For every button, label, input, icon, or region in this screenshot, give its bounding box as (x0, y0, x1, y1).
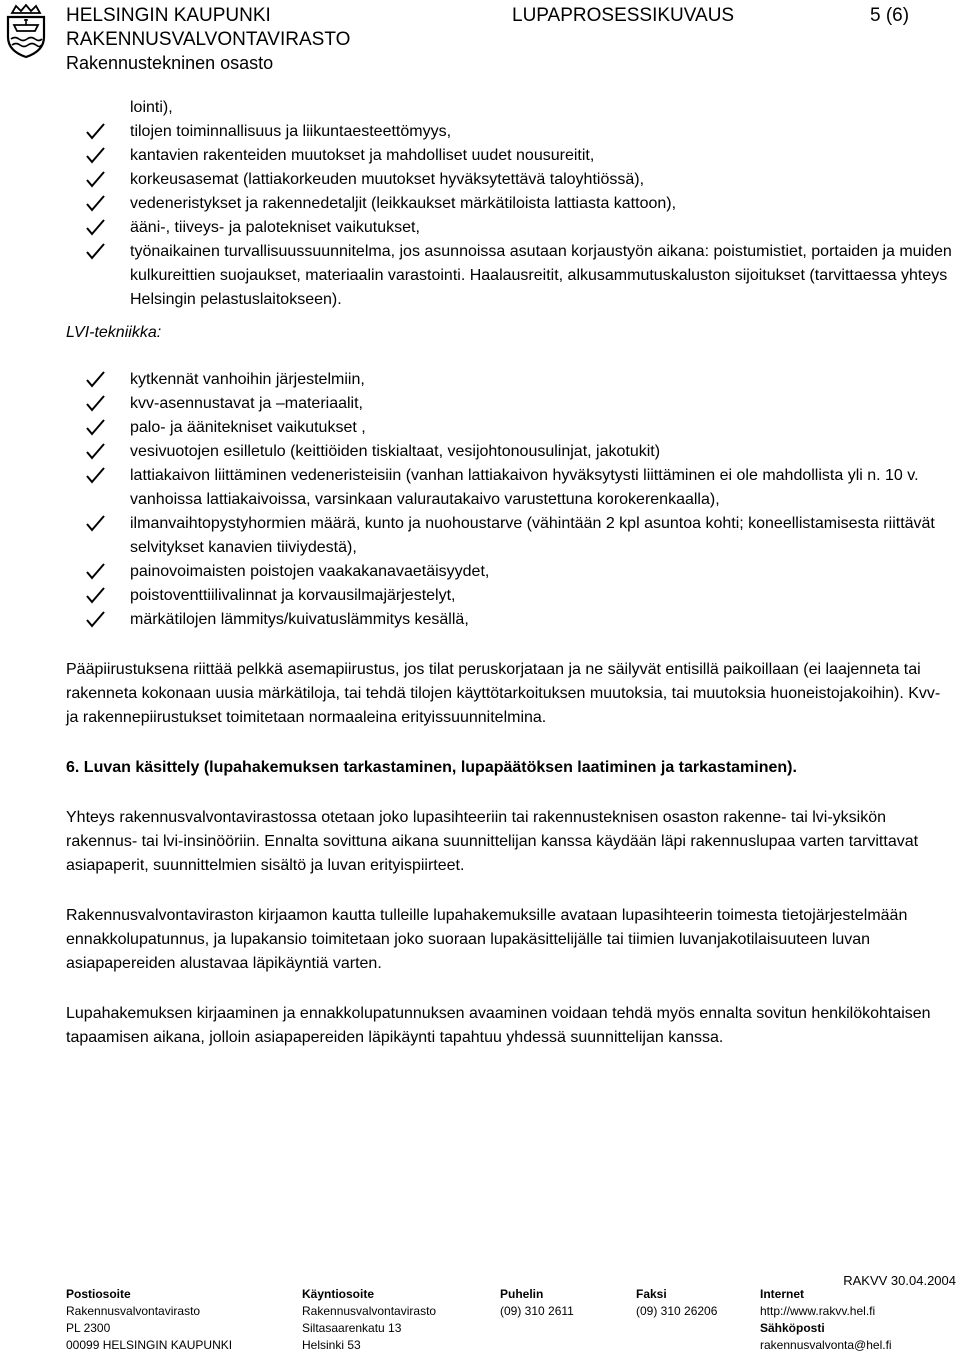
page-header (0, 0, 960, 80)
paragraph-main-drawings: Pääpiirustuksena riittää pelkkä asemapiirustus, jos tilat peruskorjataan ja ne säilyvät entisillä paikoillaan (ei laajenneta tai rakenneta kokonaan uusia märkätiloja, tai tehdä tilojen käyttötarkoituksen muutoksia, tai muutoksia huoneistojakoihin). Kvv- ja rakennepiirustukset toimitetaan normaaleina erityissuunnitelmina. (66, 661, 941, 726)
list-item: palo- ja äänitekniset vaikutukset , (66, 416, 956, 440)
requirements-list (66, 96, 956, 312)
footer-fax: Faksi (09) 310 26206 (636, 1287, 718, 1318)
footer-postal-address: Postiosoite Rakennusvalvontavirasto PL 2300 00099 HELSINGIN KAUPUNKI (66, 1287, 233, 1352)
list-item: ilmanvaihtopystyhormien määrä, kunto ja nuohoustarve (vähintään 2 kpl asuntoa kohti; koneellistamisesta riittävät selvitykset kanavien tiiviydestä), (66, 512, 956, 560)
lvi-list (66, 368, 956, 632)
paragraph-contact: Yhteys rakennusvalvontavirastossa otetaan joko lupasihteeriin tai rakennusteknisen osaston rakenne- tai lvi-yksikön rakennus- tai lvi-insinööriin. Ennalta sovittuna aikana suunnittelijan kanssa käydään läpi rakennuslupaa varten tarvittavat asiapaperit, suunnittelmien sisältö ja luvan erityispiirteet. (66, 809, 919, 874)
website-link[interactable]: http://www.rakvv.hel.fi (760, 1304, 876, 1318)
checkmark-icon (86, 171, 105, 188)
list-item: ääni-, tiiveys- ja palotekniset vaikutukset, (66, 216, 956, 240)
list-item: painovoimaisten poistojen vaakakanavaetäisyydet, (66, 560, 956, 584)
list-item: tilojen toiminnallisuus ja liikuntaesteettömyys, (66, 120, 956, 144)
footer-phone: Puhelin (09) 310 2611 (500, 1287, 574, 1318)
unit-name: Rakennustekninen osasto (66, 53, 274, 73)
list-item: korkeusasemat (lattiakorkeuden muutokset hyväksytettävä taloyhtiössä), (66, 168, 956, 192)
paragraph-registry: Rakennusvalvontaviraston kirjaamon kautta tulleille lupahakemuksille avataan lupasihteerin toimesta tietojärjestelmään ennakkolupatunnus, ja lupakansio toimitetaan joko suoraan lupakäsittelijälle tai tiimien luvanjakotilaisuuteen luvan asiapapereiden alustavaa läpikäyntiä varten. (66, 907, 908, 972)
department-name: RAKENNUSVALVONTAVIRASTO (66, 29, 351, 50)
list-item: märkätilojen lämmitys/kuivatuslämmitys kesällä, (66, 608, 956, 632)
list-item: lointi), (130, 99, 173, 116)
checkmark-icon (86, 443, 105, 460)
footer-internet: Internet http://www.rakvv.hel.fi Sähköposti rakennusvalvonta@hel.fi (760, 1287, 892, 1352)
checkmark-icon (86, 587, 105, 604)
document-date: RAKVV 30.04.2004 (843, 1273, 956, 1288)
list-item: kvv-asennustavat ja –materiaalit, (66, 392, 956, 416)
list-item: vedeneristykset ja rakennedetaljit (leikkaukset märkätiloista lattiasta kattoon), (66, 192, 956, 216)
checkmark-icon (86, 195, 105, 212)
checkmark-icon (86, 243, 105, 260)
checkmark-icon (86, 219, 105, 236)
document-body (66, 96, 956, 1050)
list-item: lattiakaivon liittäminen vedeneristeisiin (vanhan lattiakaivon hyväksytysti liittäminen ei ole mahdollista yli n. 10 v. vanhoissa lattiakaivoissa, varsinkaan valurautakaivo varustettuna korokerenkaalla), (66, 464, 956, 512)
list-item: työnaikainen turvallisuussuunnitelma, jos asunnoissa asutaan korjaustyön aikana: poistumistiet, portaiden ja muiden kulkureittien suojaukset, materiaalin varastointi. Haalausreitit, alkusammutuskaluston sijoitukset (tarvittaessa yhteys Helsingin pelastuslaitokseen). (66, 240, 956, 312)
checkmark-icon (86, 395, 105, 412)
paragraph-meeting: Lupahakemuksen kirjaaminen ja ennakkolupatunnuksen avaaminen voidaan tehdä myös ennalta sovitun henkilökohtaisen tapaamisen aikana, jolloin asiapapereiden läpikäynti tapahtuu yhdessä suunnittelijan kanssa. (66, 1005, 931, 1046)
lvi-section-label: LVI-tekniikka: (66, 324, 162, 341)
list-item: kytkennät vanhoihin järjestelmiin, (66, 368, 956, 392)
checkmark-icon (86, 123, 105, 140)
list-item: kantavien rakenteiden muutokset ja mahdolliset uudet nousureitit, (66, 144, 956, 168)
checkmark-icon (86, 515, 105, 532)
checkmark-icon (86, 467, 105, 484)
section-heading-6: 6. Luvan käsittely (lupahakemuksen tarkastaminen, lupapäätöksen laatiminen ja tarkastaminen). (66, 759, 797, 776)
checkmark-icon (86, 611, 105, 628)
org-name: HELSINGIN KAUPUNKI (66, 5, 271, 26)
document-title: LUPAPROSESSIKUVAUS (512, 5, 735, 26)
checkmark-icon (86, 563, 105, 580)
checkmark-icon (86, 419, 105, 436)
page-number: 5 (6) (870, 5, 910, 26)
email-link[interactable]: rakennusvalvonta@hel.fi (760, 1338, 892, 1352)
checkmark-icon (86, 147, 105, 164)
footer-visiting-address: Käyntiosoite Rakennusvalvontavirasto Siltasaarenkatu 13 Helsinki 53 (302, 1287, 437, 1352)
helsinki-coat-of-arms-logo (4, 3, 48, 59)
list-item: vesivuotojen esilletulo (keittiöiden tiskialtaat, vesijohtonousulinjat, jakotukit) (66, 440, 956, 464)
checkmark-icon (86, 371, 105, 388)
list-item: poistoventtiilivalinnat ja korvausilmajärjestelyt, (66, 584, 956, 608)
